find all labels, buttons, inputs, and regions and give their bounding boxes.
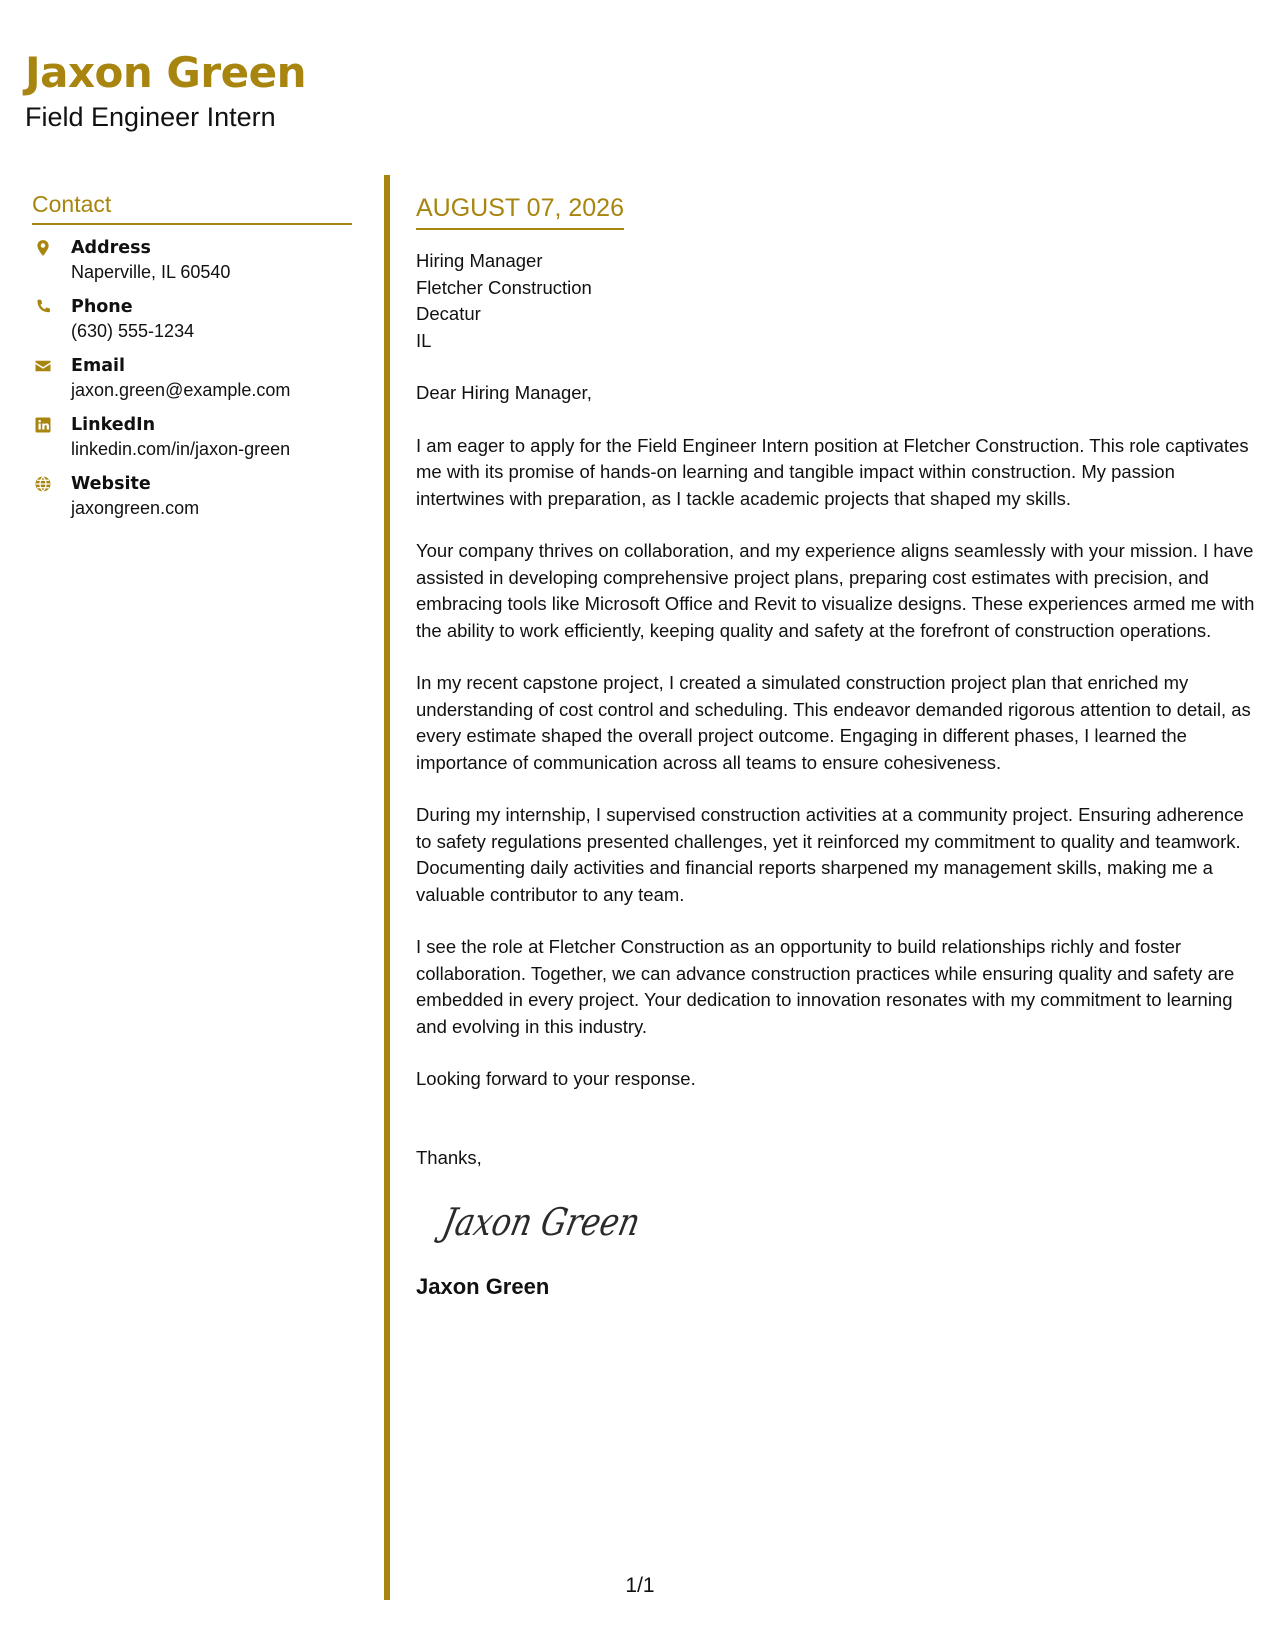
globe-icon — [34, 475, 52, 493]
letter-date: AUGUST 07, 2026 — [416, 192, 624, 230]
letter-body — [416, 192, 1256, 1301]
salutation: Dear Hiring Manager, — [416, 382, 592, 403]
vertical-divider — [384, 175, 390, 1600]
candidate-name: Jaxon Green — [25, 48, 306, 97]
contact-label: Phone — [71, 297, 133, 317]
contact-heading: Contact — [32, 190, 352, 225]
envelope-icon — [34, 357, 52, 375]
handwritten-signature — [438, 1191, 685, 1251]
job-title: Field Engineer Intern — [25, 102, 276, 132]
recipient-line: Decatur — [416, 303, 481, 324]
recipient-line: IL — [416, 329, 432, 351]
map-pin-icon — [34, 239, 52, 257]
linkedin-icon — [34, 416, 52, 434]
contact-label: Email — [71, 356, 125, 376]
svg-text:Jaxon Green: Jaxon Green — [438, 1200, 685, 1245]
letter-paragraph: I am eager to apply for the Field Engineer Intern position at Fletcher Construction. This role captivates me with its promise of hands-on learning and tangible impact within construction. My passion intertwines with preparation, as I tackle academic projects that shaped my skills. — [416, 434, 1249, 509]
address-value: Naperville, IL 60540 — [71, 262, 231, 282]
letter-paragraph: Looking forward to your response. — [416, 1068, 696, 1089]
contact-item-address — [32, 236, 352, 284]
letter-paragraph: I see the role at Fletcher Construction as an opportunity to build relationships richly and foster collaboration. Together, we can advance construction practices while ensuring quality and safety are embedded in every project. Your dedication to innovation resonates with my commitment to learning and evolving in this industry. — [416, 936, 1235, 1037]
letter-paragraph: During my internship, I supervised construction activities at a community project. Ensuring adherence to safety regulations presented challenges, yet it reinforced my commitment to quality and teamwork. Documenting daily activities and financial reports sharpened my management skills, making me a valuable contributor to any team. — [416, 804, 1244, 905]
signer-name: Jaxon Green — [416, 1274, 550, 1299]
email-link[interactable]: jaxon.green@example.com — [71, 380, 291, 400]
website-link[interactable]: jaxongreen.com — [71, 498, 200, 518]
contact-label: LinkedIn — [71, 415, 156, 435]
phone-icon — [34, 298, 52, 316]
contact-label: Address — [71, 238, 151, 258]
contact-item-phone — [32, 295, 352, 343]
contact-item-email — [32, 354, 352, 402]
page-indicator: 1/1 — [625, 1574, 655, 1597]
contact-item-linkedin — [32, 413, 352, 461]
recipient-line: Fletcher Construction — [416, 276, 592, 298]
contact-label: Website — [71, 474, 151, 494]
letter-paragraph: Your company thrives on collaboration, and my experience aligns seamlessly with your mission. I have assisted in developing comprehensive project plans, preparing cost estimates with precision, and embracing tools like Microsoft Office and Revit to visualize designs. These experiences armed me with the ability to work efficiently, keeping quality and safety at the forefront of construction operations. — [416, 540, 1255, 641]
phone-value: (630) 555-1234 — [71, 321, 195, 341]
header — [25, 48, 306, 134]
letter-paragraph: In my recent capstone project, I created a simulated construction project plan that enriched my understanding of cost control and scheduling. This endeavor demanded rigorous attention to detail, as every estimate shaped the overall project outcome. Engaging in different phases, I learned the importance of communication across all teams to ensure cohesiveness. — [416, 672, 1251, 773]
recipient-block — [416, 248, 1256, 354]
contact-item-website — [32, 472, 352, 520]
contact-sidebar — [32, 190, 352, 520]
recipient-line: Hiring Manager — [416, 250, 543, 271]
linkedin-link[interactable]: linkedin.com/in/jaxon-green — [71, 439, 291, 459]
closing: Thanks, — [416, 1146, 482, 1168]
